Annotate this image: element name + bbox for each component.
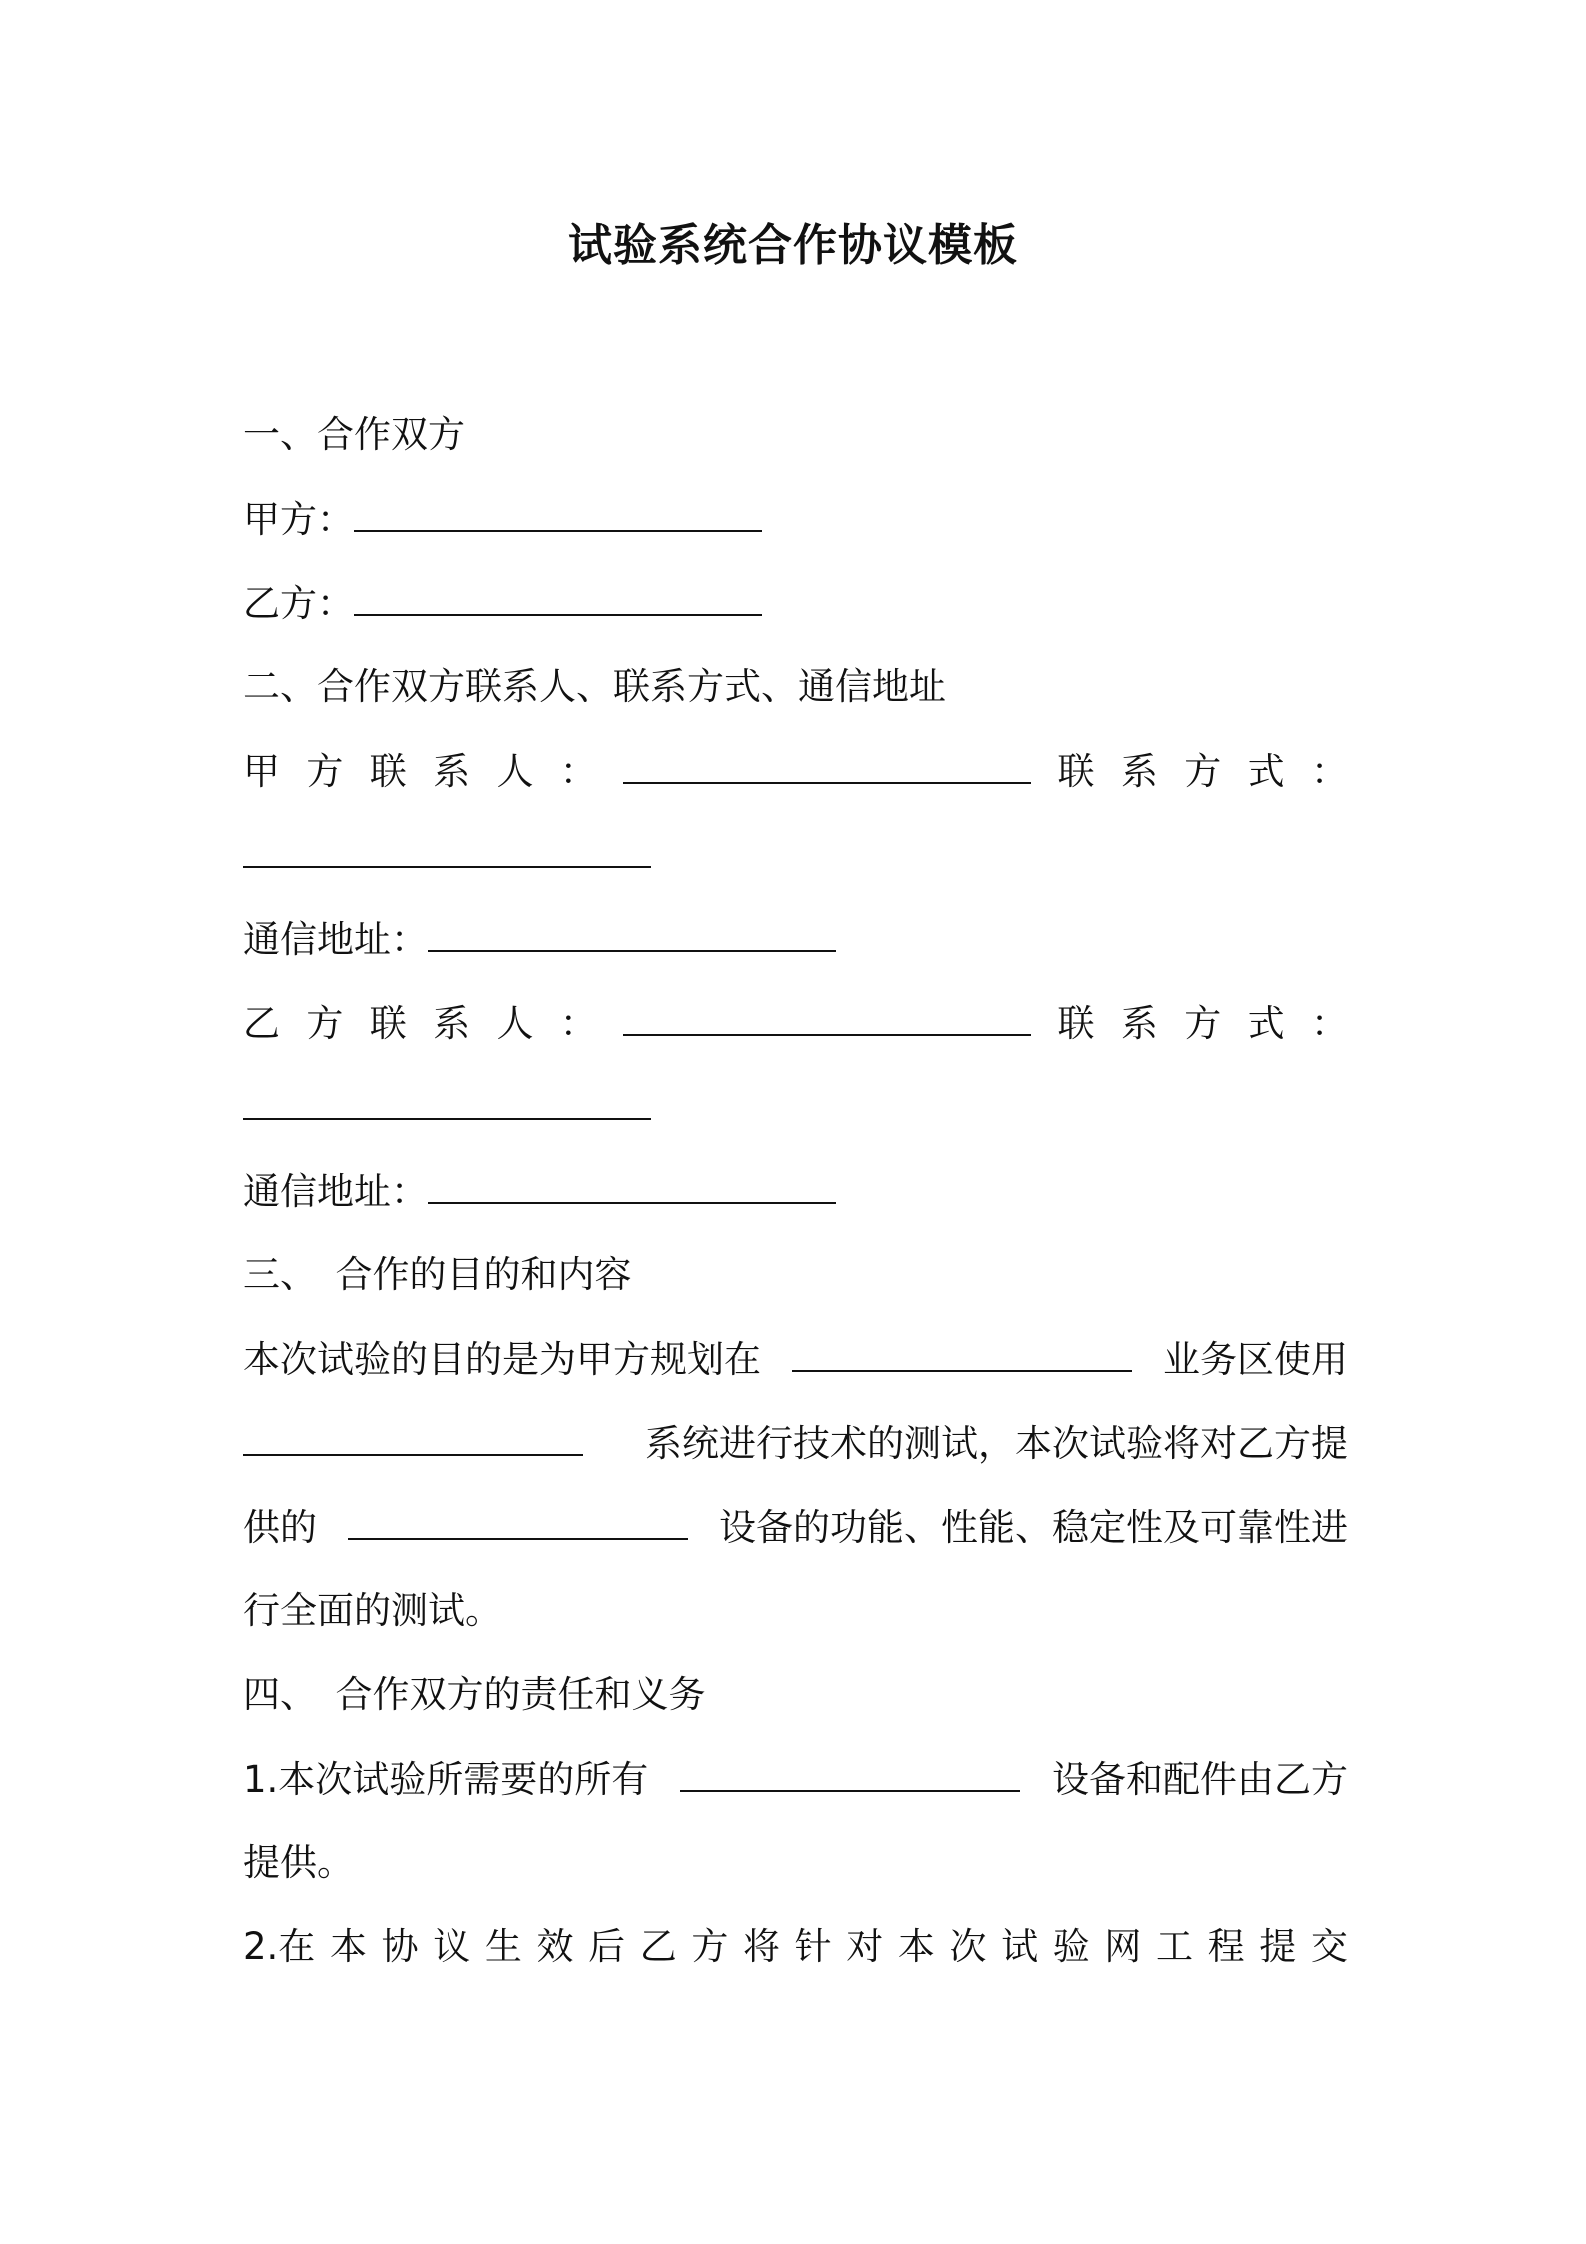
duty-item-2-char: 效 <box>536 1925 574 1968</box>
duty-text: 1.本次试验所需要的所有 <box>243 1758 649 1801</box>
contact-method-char: 联 <box>1057 1002 1095 1045</box>
purpose-line-4: 行全面的测试。 <box>243 1589 502 1632</box>
party-b-address-blank[interactable] <box>428 1166 836 1204</box>
duty-text: 设备和配件由乙方 <box>1052 1758 1348 1801</box>
contact-method-char: 联 <box>1057 750 1095 793</box>
party-b-line <box>243 578 762 629</box>
party-a-address-blank[interactable] <box>428 914 836 952</box>
party-b-blank[interactable] <box>354 578 762 616</box>
duty-item-2-char: 乙 <box>639 1925 677 1968</box>
section-3-heading: 三、 合作的目的和内容 <box>243 1253 632 1296</box>
section-2-heading: 二、合作双方联系人、联系方式、通信地址 <box>243 665 946 708</box>
duty-item-2-char: 针 <box>794 1925 832 1968</box>
party-a-contact-char: 系 <box>433 750 471 793</box>
duty-item-2-char: 次 <box>949 1925 987 1968</box>
party-b-contact-line <box>243 998 1348 1049</box>
required-equipment-blank[interactable] <box>680 1754 1020 1792</box>
system-blank[interactable] <box>243 1418 583 1456</box>
equipment-blank[interactable] <box>348 1502 688 1540</box>
duty-item-2-char: 对 <box>846 1925 884 1968</box>
duty-item-2-char: 试 <box>1001 1925 1039 1968</box>
duty-item-1-line-1 <box>243 1754 1348 1805</box>
purpose-line-2 <box>243 1418 1348 1469</box>
section-4-heading: 四、 合作双方的责任和义务 <box>243 1673 706 1716</box>
duty-item-2-char: 协 <box>381 1925 419 1968</box>
duty-item-2-char: 交 <box>1310 1925 1348 1968</box>
party-b-contact-char: 系 <box>433 1002 471 1045</box>
party-b-contact-method-blank-line <box>243 1082 651 1133</box>
duty-item-2-char: 程 <box>1207 1925 1245 1968</box>
section-1-heading: 一、合作双方 <box>243 413 465 456</box>
party-a-contact-char: 人 <box>496 750 534 793</box>
duty-item-2-char: 提 <box>1259 1925 1297 1968</box>
party-a-contact-line <box>243 746 1348 797</box>
purpose-text: 供的 <box>243 1506 317 1549</box>
party-a-contact-char: 甲 <box>243 750 280 793</box>
contact-method-char: 方 <box>1184 750 1222 793</box>
purpose-text: 业务区使用 <box>1163 1338 1348 1381</box>
duty-item-2-char: 本 <box>897 1925 935 1968</box>
duty-item-2-char: 将 <box>742 1925 780 1968</box>
purpose-text: 系统进行技术的测试，本次试验将对乙方提 <box>645 1422 1348 1465</box>
business-area-blank[interactable] <box>792 1334 1132 1372</box>
duty-item-2-char: 2.在 <box>243 1925 316 1968</box>
contact-method-char: ： <box>1310 1002 1348 1045</box>
purpose-line-3 <box>243 1502 1348 1553</box>
party-a-contact-method-blank-line <box>243 830 651 881</box>
duty-item-2-char: 议 <box>433 1925 471 1968</box>
party-a-address-line <box>243 914 836 965</box>
purpose-text: 本次试验的目的是为甲方规划在 <box>243 1338 761 1381</box>
party-a-contact-char: ： <box>559 750 597 793</box>
document-title: 试验系统合作协议模板 <box>568 220 1018 271</box>
duty-item-2-char: 工 <box>1155 1925 1193 1968</box>
party-a-label: 甲方： <box>243 498 354 541</box>
party-a-contact-char: 联 <box>369 750 407 793</box>
duty-item-2-char: 后 <box>588 1925 626 1968</box>
party-b-contact-char: 乙 <box>243 1002 280 1045</box>
party-b-contact-blank[interactable] <box>623 998 1031 1036</box>
duty-item-2-line-1 <box>243 1922 1348 1972</box>
party-a-blank[interactable] <box>354 494 762 532</box>
contact-method-char: 方 <box>1184 1002 1222 1045</box>
contact-method-char: 系 <box>1120 750 1158 793</box>
party-b-contact-char: ： <box>559 1002 597 1045</box>
duty-item-2-char: 网 <box>1104 1925 1142 1968</box>
duty-item-1-line-2: 提供。 <box>243 1841 354 1884</box>
party-b-contact-method-blank[interactable] <box>243 1082 651 1120</box>
party-a-line <box>243 494 762 545</box>
contact-method-char: 式 <box>1247 750 1285 793</box>
duty-item-2-char: 生 <box>484 1925 522 1968</box>
party-b-contact-char: 方 <box>306 1002 344 1045</box>
contact-method-char: ： <box>1310 750 1348 793</box>
purpose-line-1 <box>243 1334 1348 1385</box>
contact-method-char: 系 <box>1120 1002 1158 1045</box>
party-b-contact-char: 人 <box>496 1002 534 1045</box>
contact-method-char: 式 <box>1247 1002 1285 1045</box>
party-a-contact-blank[interactable] <box>623 746 1031 784</box>
duty-item-2-char: 本 <box>329 1925 367 1968</box>
party-a-contact-method-blank[interactable] <box>243 830 651 868</box>
party-a-address-label: 通信地址： <box>243 918 428 961</box>
party-b-contact-char: 联 <box>369 1002 407 1045</box>
party-b-label: 乙方： <box>243 582 354 625</box>
duty-item-2-char: 方 <box>691 1925 729 1968</box>
duty-item-2-char: 验 <box>1052 1925 1090 1968</box>
purpose-text: 设备的功能、性能、稳定性及可靠性进 <box>719 1506 1348 1549</box>
party-b-address-line <box>243 1166 836 1217</box>
party-a-contact-char: 方 <box>306 750 344 793</box>
party-b-address-label: 通信地址： <box>243 1170 428 1213</box>
